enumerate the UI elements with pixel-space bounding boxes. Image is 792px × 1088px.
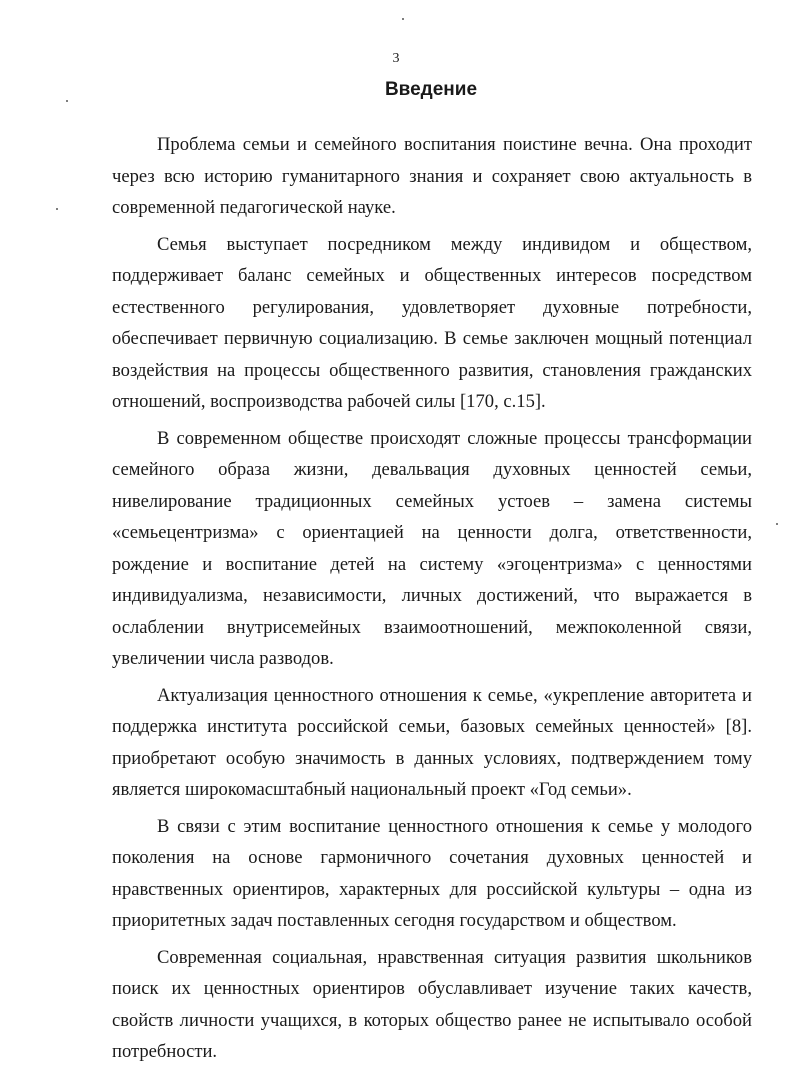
paragraph: В связи с этим воспитание ценностного отношения к семье у молодого поколения на основе гармоничного сочетания духовных ценностей и нравственных ориентиров, характерных для российской культуры – одна из приоритетных задач поставленных сегодня государством и обществом. [112,815,752,931]
page-number: 3 [392,51,400,66]
page-title: Введение [384,79,478,100]
body-text [112,129,752,1073]
scan-speck [776,523,778,525]
paragraph: Современная социальная, нравственная ситуация развития школьников поиск их ценностных ориентиров обуславливает изучение таких качеств, свойств личности учащихся, в которых общество ранее не испытывало особой потребности. [112,946,752,1062]
scan-speck [56,208,58,210]
scan-speck [66,100,68,102]
paragraph: Семья выступает посредником между индивидом и обществом, поддерживает баланс семейных и общественных интересов посредством естественного регулирования, удовлетворяет духовные потребности, обеспечивает первичную социализацию. В семье заключен мощный потенциал воздействия на процессы общественного развития, становления гражданских отношений, воспроизводства рабочей силы [170, с.15]. [112,233,752,412]
paragraph: Актуализация ценностного отношения к семье, «укрепление авторитета и поддержка института российской семьи, базовых семейных ценностей» [8]. приобретают особую значимость в данных условиях, подтверждением тому является широкомасштабный национальный проект «Год семьи». [112,684,752,800]
paragraph: В современном обществе происходят сложные процессы трансформации семейного образа жизни, девальвация духовных ценностей семьи, нивелирование традиционных семейных устоев – замена системы «семьецентризма» с ориентацией на ценности долга, ответственности, рождение и воспитание детей на систему «эгоцентризма» с ценностями индивидуализма, независимости, личных достижений, что выражается в ослаблении внутрисемейных взаимоотношений, межпоколенной связи, увеличении числа разводов. [112,427,752,669]
paragraph: Проблема семьи и семейного воспитания поистине вечна. Она проходит через всю историю гуманитарного знания и сохраняет свою актуальность в современной педагогической науке. [112,134,752,218]
scan-speck [402,18,404,20]
